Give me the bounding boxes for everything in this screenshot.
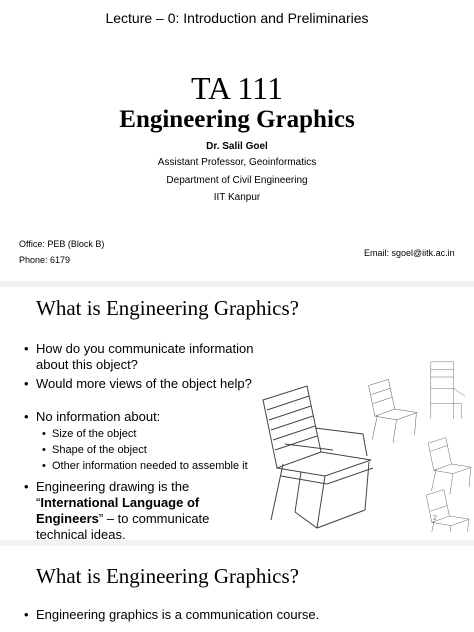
lecture-title: Lecture – 0: Introduction and Preliminaries	[105, 10, 369, 26]
bullet-text: How do you communicate information about this object?	[36, 341, 254, 372]
bullet-text-suffix: ” – to communicate technical ideas.	[36, 511, 210, 540]
bullet-icon: •	[42, 444, 46, 456]
slide-title: What is Engineering Graphics?	[36, 296, 299, 320]
chair-small-icon-2	[431, 362, 465, 419]
course-code: TA 111	[191, 70, 283, 106]
bullet-text-emphasis: International Language of Engineers	[36, 495, 200, 526]
sub-bullet-text: Other information needed to assemble it	[52, 460, 248, 472]
slide-title: What is Engineering Graphics?	[36, 564, 299, 588]
instructor-name: Dr. Salil Goel	[206, 141, 268, 152]
bullet-text	[36, 479, 261, 540]
department: Department of Civil Engineering	[166, 175, 308, 186]
bullet-icon: •	[24, 376, 29, 391]
content-slide	[0, 287, 474, 540]
bullet-icon: •	[24, 341, 29, 356]
phone-info: Phone: 6179	[19, 255, 71, 265]
bullet-icon: •	[42, 460, 46, 472]
chair-large-icon	[263, 386, 373, 528]
instructor-position: Assistant Professor, Geoinformatics	[157, 157, 317, 168]
bullet-icon: •	[24, 607, 29, 622]
sub-bullet-text: Size of the object	[52, 428, 137, 440]
bullet-text: Would more views of the object help?	[36, 376, 252, 391]
bullet-icon: •	[42, 428, 46, 440]
page-number: 2	[433, 515, 437, 522]
content-slide-2	[0, 546, 474, 632]
institute: IIT Kanpur	[213, 192, 261, 203]
email-info: Email: sgoel@iitk.ac.in	[364, 248, 455, 258]
bullet-icon: •	[24, 409, 29, 424]
bullet-text-prefix: Engineering drawing is the “	[36, 479, 190, 510]
sub-bullet-text: Shape of the object	[52, 444, 147, 456]
bullet-text: Engineering graphics is a communication course.	[36, 607, 320, 622]
chair-small-icon-3	[428, 438, 471, 495]
chair-small-icon-1	[369, 379, 418, 443]
bullet-text: No information about:	[36, 409, 161, 424]
course-name: Engineering Graphics	[119, 106, 355, 133]
chair-small-icon-4	[426, 490, 469, 532]
chair-illustration	[255, 352, 473, 532]
title-slide	[0, 0, 474, 281]
bullet-icon: •	[24, 479, 29, 494]
office-info: Office: PEB (Block B)	[19, 239, 105, 249]
